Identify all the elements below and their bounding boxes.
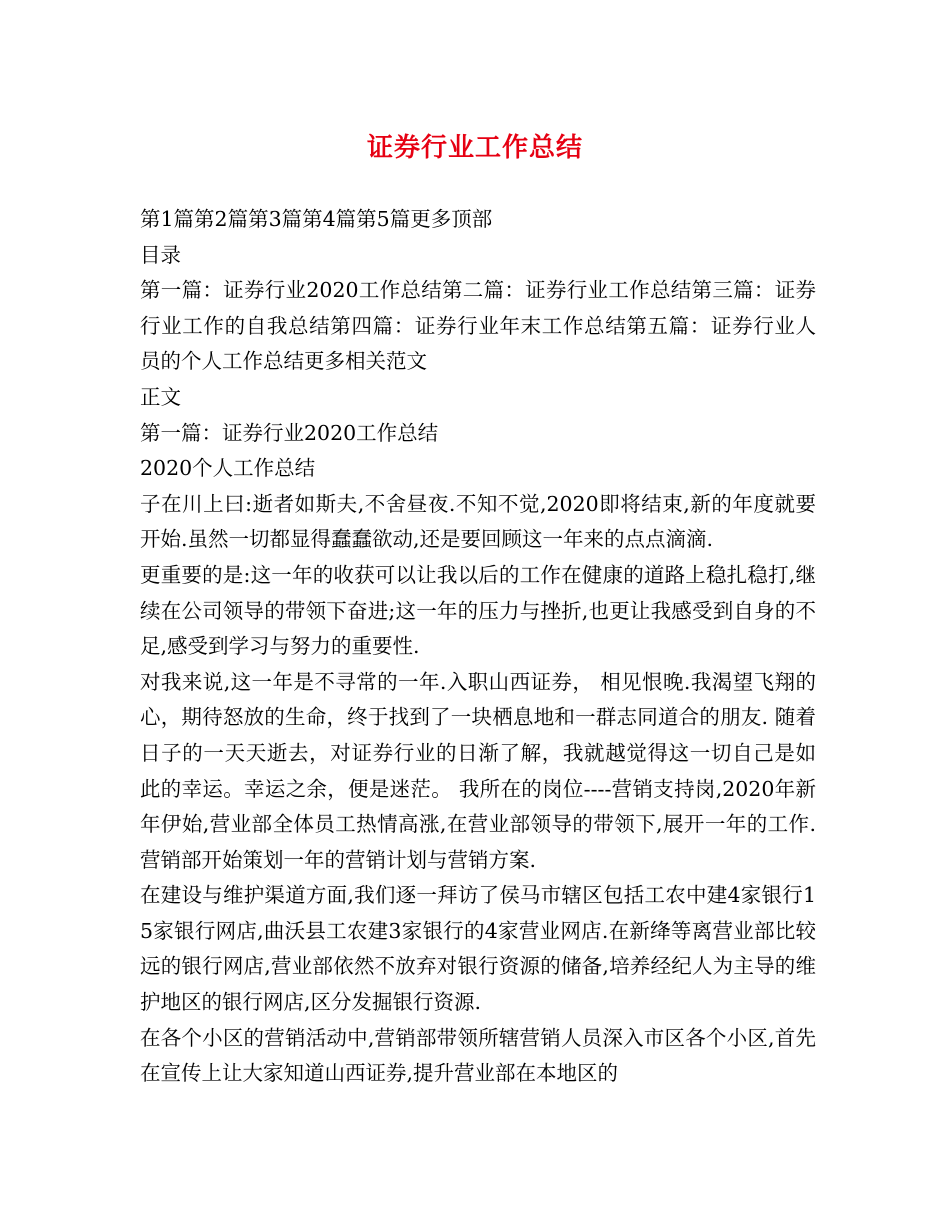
toc-heading: 目录 bbox=[140, 242, 181, 267]
chapter-heading: 第一篇：证券行业2020工作总结 bbox=[140, 420, 439, 445]
paragraph: 在各个小区的营销活动中,营销部带领所辖营销人员深入市区各个小区,首先在宣传上让大家知道山西证券,提升营业部在本地区的 bbox=[140, 1025, 816, 1086]
paragraph: 对我来说,这一年是不寻常的一年.入职山西证券， 相见恨晚.我渴望飞翔的心，期待怒放的生命，终于找到了一块栖息地和一群志同道合的朋友. 随着日子的一天天逝去，对证券行业的日渐了解，我就越觉得这一切自己是如此的幸运。幸运之余，便是迷茫。 我所在的岗位----营销支持岗,2020年新年伊始,营业部全体员工热情高涨,在营业部领导的带领下,展开一年的工作.营销部开始策划一年的营销计划与营销方案. bbox=[140, 669, 816, 872]
paragraph: 在建设与维护渠道方面,我们逐一拜访了侯马市辖区包括工农中建4家银行15家银行网店,曲沃县工农建3家银行的4家营业网店.在新绛等离营业部比较远的银行网店,营业部依然不放弃对银行资源的储备,培养经纪人为主导的维护地区的银行网店,区分发掘银行资源. bbox=[140, 883, 816, 1015]
nav-links-line: 第1篇第2篇第3篇第4篇第5篇更多顶部 bbox=[140, 207, 493, 231]
paragraph: 子在川上曰:逝者如斯夫,不舍昼夜.不知不觉,2020即将结束,新的年度就要开始.虽然一切都显得蠢蠢欲动,还是要回顾这一年来的点点滴滴. bbox=[140, 491, 816, 552]
document-body bbox=[140, 202, 816, 1092]
document-title: 证券行业工作总结 bbox=[366, 133, 583, 163]
section-heading: 2020个人工作总结 bbox=[140, 456, 316, 481]
body-heading: 正文 bbox=[140, 384, 181, 409]
toc-list: 第一篇：证券行业2020工作总结第二篇：证券行业工作总结第三篇：证券行业工作的自我总结第四篇：证券行业年末工作总结第五篇：证券行业人员的个人工作总结更多相关范文 bbox=[140, 278, 816, 374]
paragraph: 更重要的是:这一年的收获可以让我以后的工作在健康的道路上稳扎稳打,继续在公司领导的带领下奋进;这一年的压力与挫折,也更让我感受到自身的不足,感受到学习与努力的重要性. bbox=[140, 562, 816, 659]
